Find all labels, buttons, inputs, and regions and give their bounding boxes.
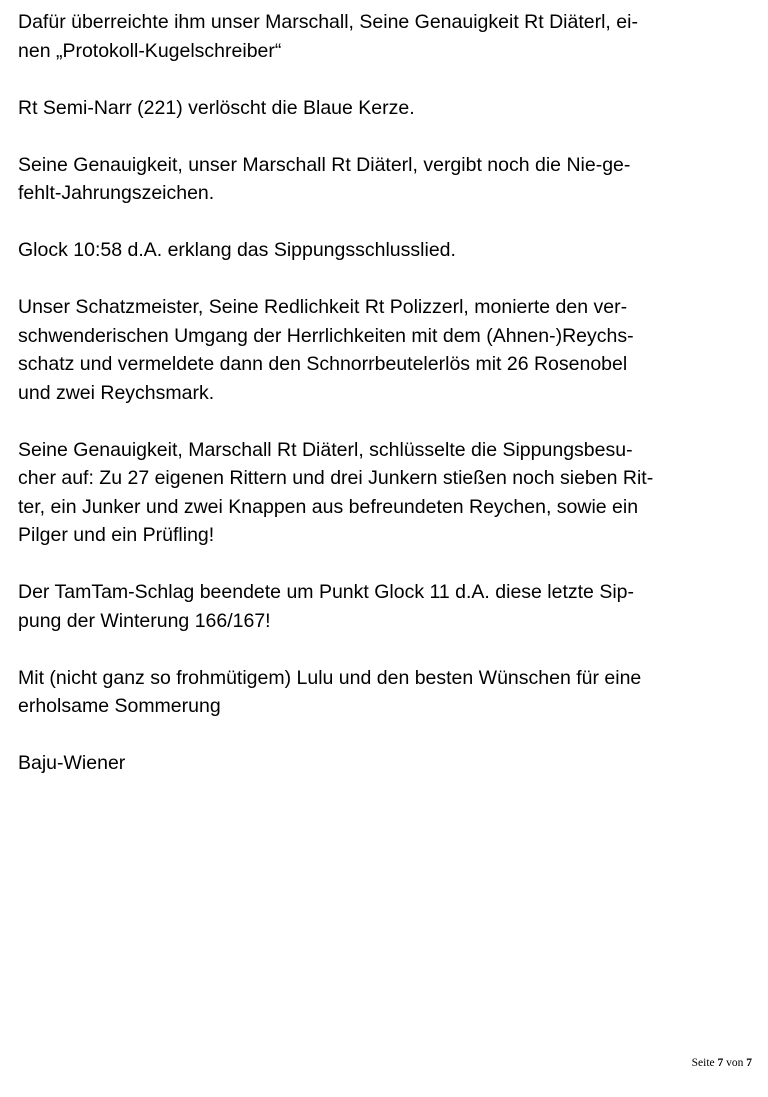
text-line: schwenderischen Umgang der Herrlichkeiten mit dem (Ahnen-)Reychs- bbox=[18, 324, 634, 347]
page-footer bbox=[692, 1057, 752, 1069]
text-line: Rt Semi-Narr (221) verlöscht die Blaue Kerze. bbox=[18, 96, 415, 119]
paragraph-candle bbox=[18, 94, 753, 123]
paragraph-attendance bbox=[18, 436, 753, 550]
text-line: Der TamTam-Schlag beendete um Punkt Glock 11 d.A. diese letzte Sip- bbox=[18, 581, 635, 603]
document-body bbox=[18, 8, 753, 806]
text-line: und zwei Reychsmark. bbox=[18, 381, 215, 404]
text-line: pung der Winterung 166/167! bbox=[18, 609, 271, 632]
text-line: Seine Genauigkeit, unser Marschall Rt Diäterl, vergibt noch die Nie-ge- bbox=[18, 153, 631, 176]
paragraph-closing-song bbox=[18, 236, 753, 265]
footer-separator: von bbox=[726, 1057, 744, 1069]
footer-prefix: Seite bbox=[691, 1057, 715, 1069]
text-line: ter, ein Junker und zwei Knappen aus befreundeten Reychen, sowie ein bbox=[18, 495, 639, 518]
paragraph-signature bbox=[18, 749, 753, 778]
text-line: Pilger und ein Prüfling! bbox=[18, 524, 215, 546]
paragraph-presentation bbox=[18, 8, 753, 65]
paragraph-tamtam bbox=[18, 578, 753, 635]
footer-total-pages: 7 bbox=[746, 1057, 752, 1069]
footer-page-number: 7 bbox=[717, 1057, 724, 1069]
text-line: erholsame Sommerung bbox=[18, 695, 221, 717]
text-line: Glock 10:58 d.A. erklang das Sippungsschlusslied. bbox=[18, 239, 456, 261]
text-line: Mit (nicht ganz so frohmütigem) Lulu und den besten Wünschen für eine bbox=[18, 666, 642, 689]
text-line: cher auf: Zu 27 eigenen Rittern und drei Junkern stießen noch sieben Rit- bbox=[18, 467, 654, 489]
text-line: schatz und vermeldete dann den Schnorrbeutelerlös mit 26 Rosenobel bbox=[18, 353, 628, 375]
text-line: Seine Genauigkeit, Marschall Rt Diäterl, schlüsselte die Sippungsbesu- bbox=[18, 438, 633, 461]
signature-name: Baju-Wiener bbox=[18, 752, 126, 774]
paragraph-treasurer bbox=[18, 293, 753, 407]
text-line: Dafür überreichte ihm unser Marschall, Seine Genauigkeit Rt Diäterl, ei- bbox=[18, 11, 638, 33]
paragraph-greeting bbox=[18, 664, 753, 721]
text-line: Unser Schatzmeister, Seine Redlichkeit Rt Polizzerl, monierte den ver- bbox=[18, 296, 628, 318]
text-line: nen „Protokoll-Kugelschreiber“ bbox=[18, 39, 282, 62]
text-line: fehlt-Jahrungszeichen. bbox=[18, 182, 215, 204]
paragraph-awards bbox=[18, 151, 753, 208]
